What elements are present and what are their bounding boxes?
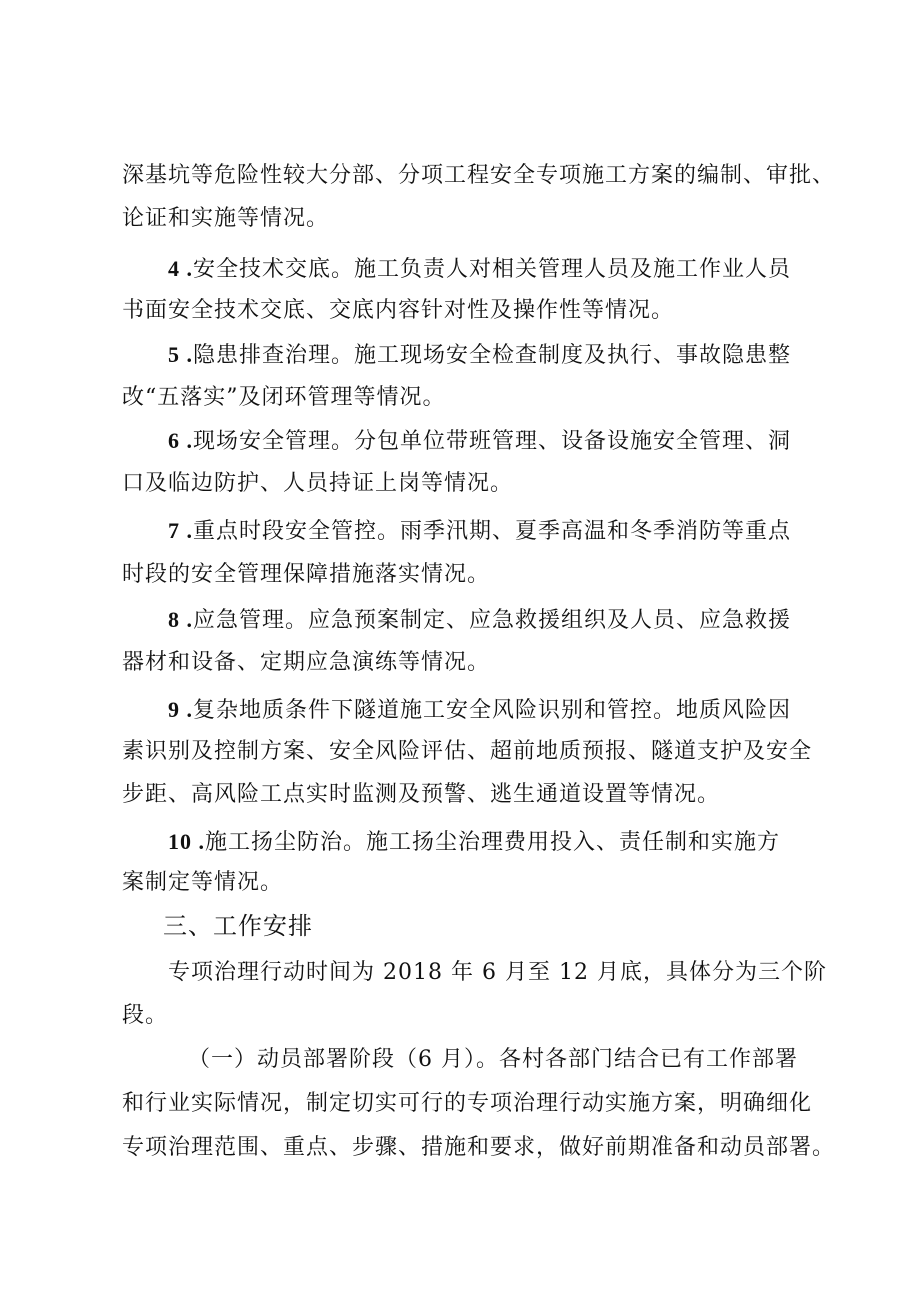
paragraph-line: 改“五落实”及闭环管理等情况。	[122, 385, 446, 410]
item-text: 重点时段安全管控。雨季汛期、夏季高温和冬季消防等重点	[193, 519, 792, 544]
item-5-line-1	[122, 340, 812, 371]
item-text: 应急管理。应急预案制定、应急救援组织及人员、应急救援	[193, 608, 792, 633]
paragraph-line: 案制定等情况。	[122, 870, 284, 895]
item-4-line-1	[122, 254, 812, 285]
paragraph-line	[122, 958, 827, 988]
item-10-line-1	[122, 827, 812, 858]
paragraph-line: 时段的安全管理保障措施落实情况。	[122, 562, 491, 587]
paragraph-text: 专项治理行动时间为 2018 年 6 月至 12 月底，具体分为三个阶	[168, 960, 827, 985]
item-6-line-1	[122, 426, 812, 457]
paragraph-line: 口及临边防护、人员持证上岗等情况。	[122, 471, 514, 496]
item-7-line-1	[122, 516, 812, 547]
item-9-line-1	[122, 695, 812, 726]
subsection-text: （一）动员部署阶段（6 月）。各村各部门结合已有工作部署	[188, 1047, 798, 1072]
item-number: 6 .	[168, 428, 193, 453]
paragraph-line: 段。	[122, 1003, 169, 1028]
item-number: 5 .	[168, 342, 193, 367]
paragraph-line: 步距、高风险工点实时监测及预警、逃生通道设置等情况。	[122, 782, 721, 807]
item-number: 4 .	[168, 256, 193, 281]
paragraph-line: 深基坑等危险性较大分部、分项工程安全专项施工方案的编制、审批、	[122, 163, 836, 188]
item-text: 施工扬尘防治。施工扬尘治理费用投入、责任制和实施方	[205, 830, 781, 855]
item-number: 10 .	[168, 829, 205, 854]
paragraph-line: 器材和设备、定期应急演练等情况。	[122, 650, 491, 675]
item-number: 9 .	[168, 697, 193, 722]
item-text: 现场安全管理。分包单位带班管理、设备设施安全管理、洞	[193, 429, 792, 454]
paragraph-line: 专项治理范围、重点、步骤、措施和要求，做好前期准备和动员部署。	[122, 1135, 836, 1160]
section-heading: 三、工作安排	[163, 912, 313, 940]
paragraph-line: 论证和实施等情况。	[122, 206, 330, 231]
item-8-line-1	[122, 605, 812, 636]
paragraph-line: 素识别及控制方案、安全风险评估、超前地质预报、隧道支护及安全	[122, 739, 813, 764]
paragraph-line: 和行业实际情况，制定切实可行的专项治理行动实施方案，明确细化	[122, 1091, 813, 1116]
item-text: 隐患排查治理。施工现场安全检查制度及执行、事故隐患整	[193, 343, 792, 368]
paragraph-line	[122, 1045, 812, 1075]
item-text: 复杂地质条件下隧道施工安全风险识别和管控。地质风险因	[193, 698, 792, 723]
paragraph-line: 书面安全技术交底、交底内容针对性及操作性等情况。	[122, 298, 675, 323]
item-text: 安全技术交底。施工负责人对相关管理人员及施工作业人员	[193, 257, 792, 282]
item-number: 8 .	[168, 607, 193, 632]
item-number: 7 .	[168, 518, 193, 543]
